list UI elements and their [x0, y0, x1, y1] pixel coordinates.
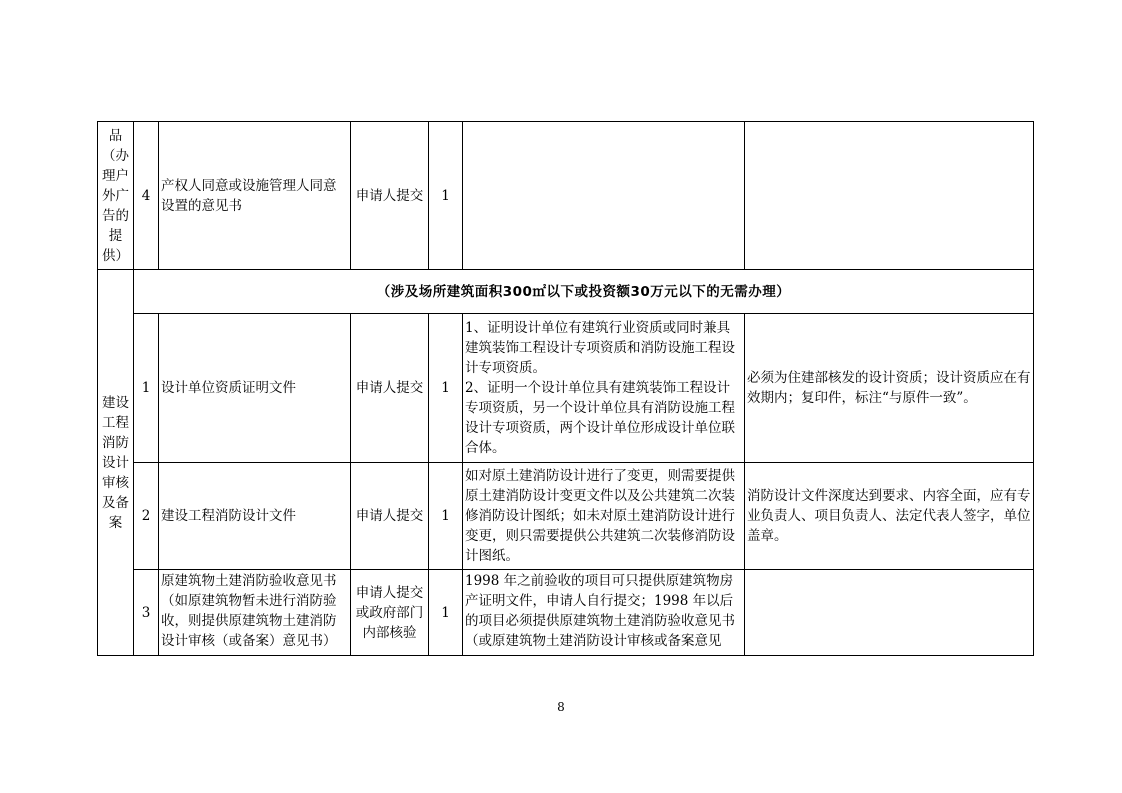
- material-requirement: [745, 570, 1034, 656]
- material-name: 建设工程消防设计文件: [159, 463, 351, 570]
- material-requirement: [745, 122, 1034, 270]
- material-requirement: 必须为住建部核发的设计资质；设计资质应在有效期内；复印件，标注“与原件一致”。: [745, 314, 1034, 463]
- material-name-cell: [159, 570, 351, 656]
- material-quantity: 1: [429, 570, 463, 656]
- page-number: 8: [557, 700, 565, 714]
- item-number: 4: [134, 122, 159, 270]
- material-source: 申请人提交: [351, 122, 429, 270]
- section-banner-row: [98, 270, 1034, 314]
- material-quantity: 1: [429, 314, 463, 463]
- material-source: 申请人提交: [351, 314, 429, 463]
- table-row: [98, 314, 1034, 463]
- material-standard-cell: [463, 570, 745, 656]
- material-standard: 1、证明设计单位有建筑行业资质或同时兼具建筑装饰工程设计专项资质和消防设施工程设计专项资质。 2、证明一个设计单位具有建筑装饰工程设计专项资质，另一个设计单位具有消防设施工程设计专项资质，两个设计单位形成设计单位联合体。: [463, 314, 745, 463]
- section-category-cell: 建设工程消防设计审核及备案: [98, 270, 134, 656]
- material-name: 产权人同意或设施管理人同意设置的意见书: [159, 122, 351, 270]
- material-source: 申请人提交: [351, 463, 429, 570]
- material-name: 设计单位资质证明文件: [159, 314, 351, 463]
- material-standard: 1998 年之前验收的项目可只提供原建筑物房产证明文件，申请人自行提交；1998 年以后的项目必须提供原建筑物土建消防验收意见书（或原建筑物土建消防设计审核或备案意见: [465, 572, 735, 649]
- materials-table: [97, 121, 1034, 656]
- item-number: 1: [134, 314, 159, 463]
- table-row: [98, 463, 1034, 570]
- item-number: 3: [134, 570, 159, 656]
- material-source: 申请人提交或政府部门内部核验: [351, 570, 429, 656]
- material-standard: [463, 122, 745, 270]
- material-requirement: 消防设计文件深度达到要求、内容全面，应有专业负责人、项目负责人、法定代表人签字，单位盖章。: [745, 463, 1034, 570]
- section-banner: （涉及场所建筑面积300㎡以下或投资额30万元以下的无需办理）: [134, 270, 1034, 314]
- material-name: 原建筑物土建消防验收意见书（如原建筑物暂未进行消防验收，则提供原建筑物土建消防设计审核（或备案）意见书）: [161, 572, 337, 649]
- material-quantity: 1: [429, 122, 463, 270]
- item-number: 2: [134, 463, 159, 570]
- material-quantity: 1: [429, 463, 463, 570]
- table-row: [98, 570, 1034, 656]
- table-row: [98, 122, 1034, 270]
- category-cell: 品（办理户外广告的提供）: [98, 122, 134, 270]
- material-standard: 如对原土建消防设计进行了变更，则需要提供原土建消防设计变更文件以及公共建筑二次装修消防设计图纸；如未对原土建消防设计进行变更，则只需要提供公共建筑二次装修消防设计图纸。: [463, 463, 745, 570]
